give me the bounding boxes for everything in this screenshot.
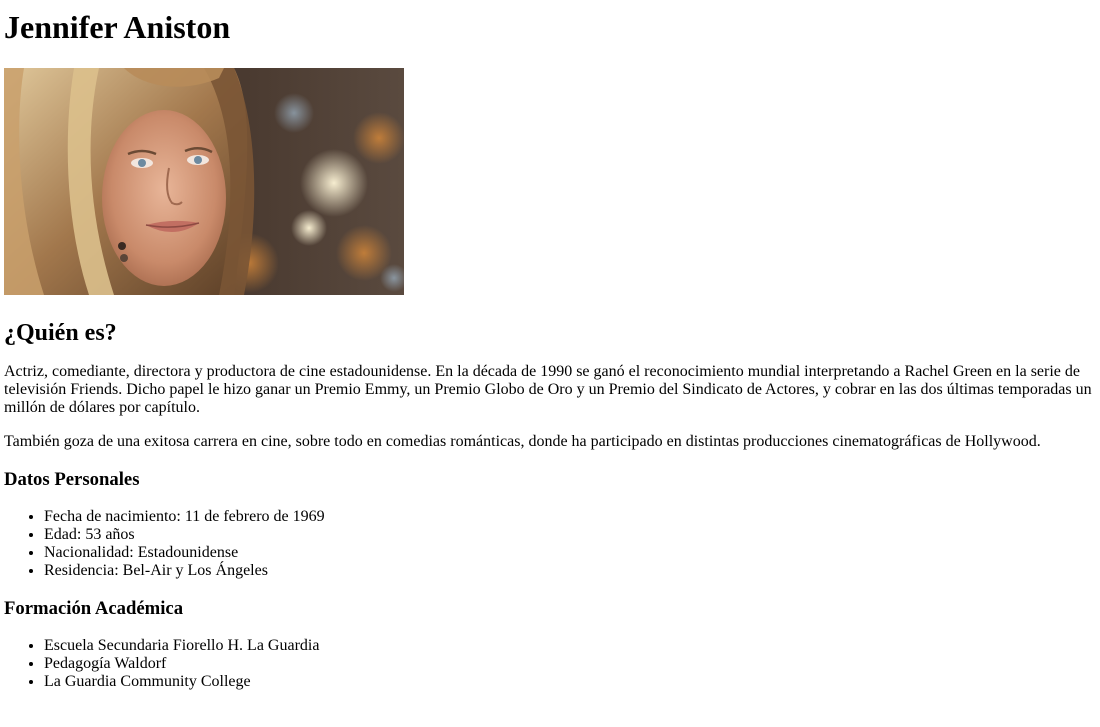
page-title: Jennifer Aniston bbox=[4, 9, 231, 45]
bokeh-light bbox=[291, 210, 327, 246]
section-heading-who: ¿Quién es? bbox=[4, 320, 117, 346]
bokeh-light bbox=[300, 149, 368, 217]
section-heading-personal: Datos Personales bbox=[4, 469, 140, 490]
list-item: • La Guardia Community College bbox=[44, 673, 1096, 691]
bokeh-light bbox=[353, 112, 404, 164]
list-item: • Escuela Secundaria Fiorello H. La Guardia bbox=[44, 637, 1096, 655]
bokeh-light bbox=[274, 93, 314, 133]
personal-data-list bbox=[4, 508, 1096, 580]
bio-paragraph: También goza de una exitosa carrera en cine, sobre todo en comedias románticas, donde ha participado en distintas producciones cinematográficas de Hollywood. bbox=[4, 433, 1041, 450]
list-item: • Edad: 53 años bbox=[44, 526, 1096, 544]
list-item: • Fecha de nacimiento: 11 de febrero de 1969 bbox=[44, 508, 1096, 526]
section-heading-education: Formación Académica bbox=[4, 598, 184, 619]
bio-paragraph: Actriz, comediante, directora y productora de cine estadounidense. En la década de 1990 se ganó el reconocimiento mundial interpretando a Rachel Green en la serie de televisión Friends. Dicho papel le hizo ganar un Premio Emmy, un Premio Globo de Oro y un Premio del Sindicato de Actores, y cobrar en las dos últimas temporadas un millón de dólares por capítulo. bbox=[4, 363, 1092, 416]
list-item: • Pedagogía Waldorf bbox=[44, 655, 1096, 673]
list-item: • Residencia: Bel-Air y Los Ángeles bbox=[44, 562, 1096, 580]
list-item: • Nacionalidad: Estadounidense bbox=[44, 544, 1096, 562]
portrait-image bbox=[4, 68, 404, 295]
education-list bbox=[4, 637, 1096, 691]
page bbox=[0, 9, 1100, 691]
